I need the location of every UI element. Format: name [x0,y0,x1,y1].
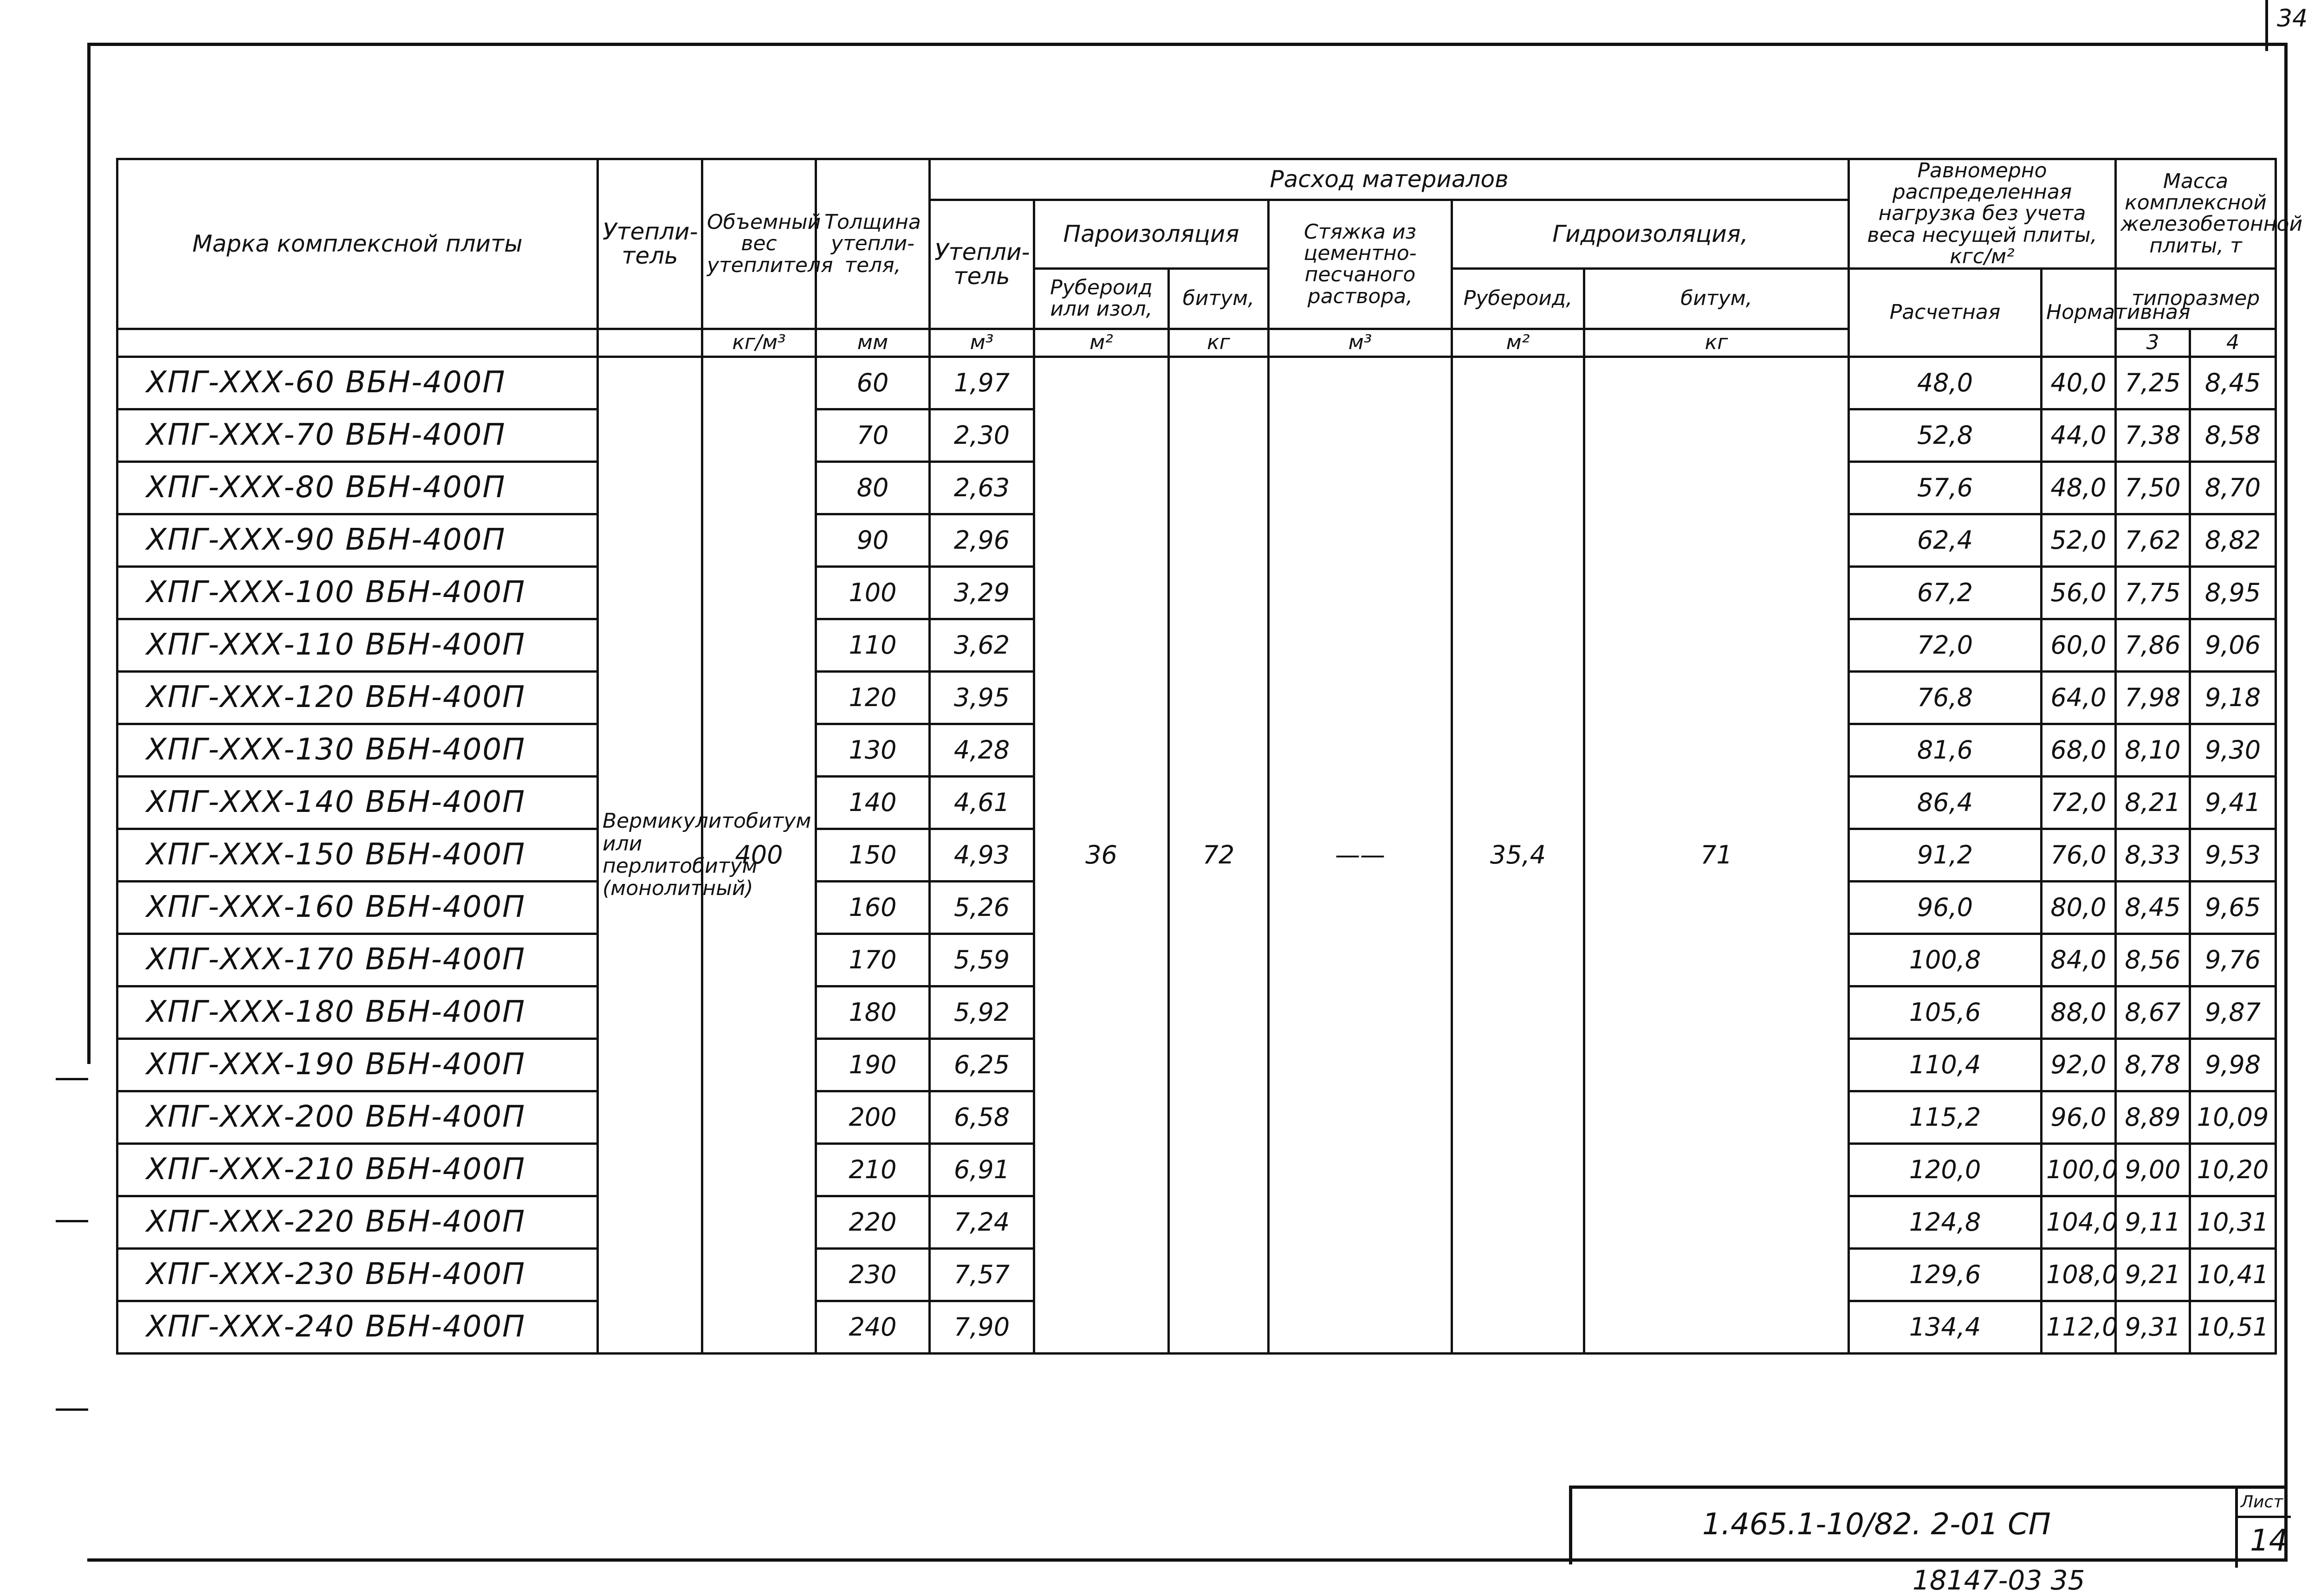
document-code: 1.465.1-10/82. 2-01 СП [1702,1507,2051,1542]
cell-load-calc: 115,2 [1849,1091,2042,1143]
header-mark: Марка комплексной плиты [117,159,598,329]
header-water-roofing: Рубероид, [1452,268,1584,329]
header-vapor-roofing: Рубероид или изол, [1034,268,1169,329]
cell-load-calc: 72,0 [1849,619,2042,671]
cell-screed: —— [1269,357,1452,1353]
margin-mark [56,1220,88,1222]
title-block-divider [2235,1516,2291,1518]
cell-thickness: 230 [816,1248,930,1301]
header-ts4: 4 [2190,329,2276,357]
cell-mark: ХПГ-ХХХ-160 ВБН-400П [117,881,598,934]
cell-vapor-bitumen: 72 [1169,357,1269,1353]
cell-mark: ХПГ-ХХХ-220 ВБН-400П [117,1196,598,1248]
cell-mass-3: 8,56 [2116,934,2190,986]
cell-load-norm: 40,0 [2042,357,2116,409]
cell-mark: ХПГ-ХХХ-170 ВБН-400П [117,934,598,986]
cell-mass-3: 9,21 [2116,1248,2190,1301]
cell-mass-3: 8,89 [2116,1091,2190,1143]
cell-thickness: 200 [816,1091,930,1143]
cell-mass-4: 9,41 [2190,776,2276,829]
cell-mass-3: 7,86 [2116,619,2190,671]
cell-insul-volume: 4,93 [930,829,1034,881]
cell-mark: ХПГ-ХХХ-180 ВБН-400П [117,986,598,1038]
cell-mass-4: 10,31 [2190,1196,2276,1248]
unit-vapor-roofing: м² [1034,329,1169,357]
cell-thickness: 60 [816,357,930,409]
cell-insul-volume: 6,58 [930,1091,1034,1143]
cell-thickness: 100 [816,566,930,619]
cell-load-norm: 44,0 [2042,409,2116,461]
cell-insulation-material: Вермикулитобитум или перлитобитум (монолитный) [598,357,702,1353]
cell-mark: ХПГ-ХХХ-210 ВБН-400П [117,1143,598,1196]
cell-load-calc: 76,8 [1849,671,2042,724]
cell-mark: ХПГ-ХХХ-70 ВБН-400П [117,409,598,461]
cell-vapor-roofing: 36 [1034,357,1169,1353]
cell-load-calc: 96,0 [1849,881,2042,934]
cell-mass-4: 9,65 [2190,881,2276,934]
cell-mark: ХПГ-ХХХ-130 ВБН-400П [117,724,598,776]
cell-mass-3: 8,45 [2116,881,2190,934]
cell-mass-3: 7,38 [2116,409,2190,461]
cell-mark: ХПГ-ХХХ-90 ВБН-400П [117,514,598,566]
cell-load-calc: 124,8 [1849,1196,2042,1248]
cell-load-calc: 129,6 [1849,1248,2042,1301]
cell-thickness: 170 [816,934,930,986]
cell-mass-3: 8,10 [2116,724,2190,776]
header-load-calc: Расчетная [1849,268,2042,357]
cell-load-norm: 72,0 [2042,776,2116,829]
unit-insul-volume: м³ [930,329,1034,357]
cell-mass-4: 10,51 [2190,1301,2276,1353]
cell-mass-3: 9,31 [2116,1301,2190,1353]
cell-thickness: 150 [816,829,930,881]
cell-mass-4: 8,95 [2190,566,2276,619]
cell-mark: ХПГ-ХХХ-110 ВБН-400П [117,619,598,671]
cell-insul-volume: 3,95 [930,671,1034,724]
cell-mass-3: 9,11 [2116,1196,2190,1248]
cell-mark: ХПГ-ХХХ-200 ВБН-400П [117,1091,598,1143]
cell-load-norm: 104,0 [2042,1196,2116,1248]
cell-water-roofing: 35,4 [1452,357,1584,1353]
cell-mass-3: 8,21 [2116,776,2190,829]
cell-mass-4: 9,98 [2190,1038,2276,1091]
frame-left-edge [87,43,91,1064]
cell-load-calc: 110,4 [1849,1038,2042,1091]
header-mass: Масса комплексной железобетонной плиты, т [2116,159,2276,269]
cell-insul-volume: 5,92 [930,986,1034,1038]
cell-load-norm: 108,0 [2042,1248,2116,1301]
cell-load-calc: 81,6 [1849,724,2042,776]
cell-insul-volume: 5,26 [930,881,1034,934]
cell-mark: ХПГ-ХХХ-140 ВБН-400П [117,776,598,829]
cell-load-norm: 68,0 [2042,724,2116,776]
cell-thickness: 120 [816,671,930,724]
cell-thickness: 130 [816,724,930,776]
cell-mass-4: 9,53 [2190,829,2276,881]
cell-insul-volume: 6,25 [930,1038,1034,1091]
header-load-norm: Нормативная [2042,268,2116,357]
cell-thickness: 160 [816,881,930,934]
cell-mark: ХПГ-ХХХ-100 ВБН-400П [117,566,598,619]
cell-mass-4: 8,58 [2190,409,2276,461]
header-insul-volume: Утепли-тель [930,200,1034,329]
unit-water-bitumen: кг [1584,329,1849,357]
cell-insul-volume: 7,24 [930,1196,1034,1248]
cell-insul-volume: 2,30 [930,409,1034,461]
cell-mass-4: 9,76 [2190,934,2276,986]
cell-mass-4: 10,41 [2190,1248,2276,1301]
cell-thickness: 210 [816,1143,930,1196]
cell-load-calc: 48,0 [1849,357,2042,409]
cell-load-norm: 92,0 [2042,1038,2116,1091]
cell-mass-4: 8,82 [2190,514,2276,566]
cell-insul-volume: 7,90 [930,1301,1034,1353]
cell-load-norm: 56,0 [2042,566,2116,619]
cell-thickness: 180 [816,986,930,1038]
spec-table [116,158,2303,1355]
cell-thickness: 140 [816,776,930,829]
header-materials: Расход материалов [930,159,1849,200]
header-waterproof: Гидроизоляция, [1452,200,1849,269]
title-block-divider [2235,1489,2238,1568]
unit-density: кг/м³ [702,329,816,357]
cell-load-norm: 80,0 [2042,881,2116,934]
cell-load-norm: 52,0 [2042,514,2116,566]
cell-load-calc: 134,4 [1849,1301,2042,1353]
cell-mass-3: 8,67 [2116,986,2190,1038]
header-screed: Стяжка из цементно-песчаного раствора, [1269,200,1452,329]
cell-water-bitumen: 71 [1584,357,1849,1353]
cell-thickness: 70 [816,409,930,461]
cell-load-norm: 96,0 [2042,1091,2116,1143]
cell-insul-volume: 6,91 [930,1143,1034,1196]
cell-insul-volume: 7,57 [930,1248,1034,1301]
cell-mass-4: 9,30 [2190,724,2276,776]
page-number: 34 [2277,5,2308,32]
cell-load-norm: 100,0 [2042,1143,2116,1196]
cell-mass-4: 10,09 [2190,1091,2276,1143]
cell-mass-4: 9,87 [2190,986,2276,1038]
cell-mass-4: 9,18 [2190,671,2276,724]
margin-mark [56,1078,88,1080]
cell-insul-volume: 2,96 [930,514,1034,566]
archive-code: 18147-03 35 [1913,1564,2085,1596]
cell-mass-3: 9,00 [2116,1143,2190,1196]
cell-mass-4: 8,45 [2190,357,2276,409]
cell-mark: ХПГ-ХХХ-120 ВБН-400П [117,671,598,724]
header-vapor-bitumen: битум, [1169,268,1269,329]
cell-load-calc: 91,2 [1849,829,2042,881]
sheet-label: Лист [2241,1492,2283,1512]
cell-load-calc: 105,6 [1849,986,2042,1038]
unit-vapor-bitumen: кг [1169,329,1269,357]
cell-load-norm: 60,0 [2042,619,2116,671]
cell-mark: ХПГ-ХХХ-150 ВБН-400П [117,829,598,881]
unit-mark-blank [117,329,598,357]
cell-mass-3: 8,78 [2116,1038,2190,1091]
cell-mark: ХПГ-ХХХ-190 ВБН-400П [117,1038,598,1091]
unit-insul-blank [598,329,702,357]
header-typesize: типоразмер [2116,268,2276,329]
cell-mark: ХПГ-ХХХ-80 ВБН-400П [117,461,598,514]
cell-insul-volume: 3,29 [930,566,1034,619]
cell-insul-volume: 2,63 [930,461,1034,514]
cell-thickness: 240 [816,1301,930,1353]
cell-mass-3: 7,62 [2116,514,2190,566]
cell-thickness: 90 [816,514,930,566]
cell-load-norm: 84,0 [2042,934,2116,986]
unit-thickness: мм [816,329,930,357]
cell-load-norm: 76,0 [2042,829,2116,881]
sheet-number: 14 [2250,1524,2288,1558]
cell-load-calc: 120,0 [1849,1143,2042,1196]
cell-load-norm: 112,0 [2042,1301,2116,1353]
cell-load-calc: 52,8 [1849,409,2042,461]
header-load: Равномерно распределенная нагрузка без учета веса несущей плиты, кгс/м² [1849,159,2116,269]
cell-mass-3: 8,33 [2116,829,2190,881]
cell-load-norm: 64,0 [2042,671,2116,724]
header-ts3: 3 [2116,329,2190,357]
cell-mark: ХПГ-ХХХ-240 ВБН-400П [117,1301,598,1353]
cell-mass-3: 7,25 [2116,357,2190,409]
header-insulation: Утепли-тель [598,159,702,329]
cell-load-calc: 62,4 [1849,514,2042,566]
cell-insul-volume: 1,97 [930,357,1034,409]
table-row [117,357,2276,409]
header-density: Объемный вес утеплителя [702,159,816,329]
cell-load-calc: 100,8 [1849,934,2042,986]
cell-mass-4: 9,06 [2190,619,2276,671]
cell-mass-3: 7,50 [2116,461,2190,514]
cell-mark: ХПГ-ХХХ-230 ВБН-400П [117,1248,598,1301]
cell-insul-volume: 4,28 [930,724,1034,776]
unit-water-roofing: м² [1452,329,1584,357]
title-block [1569,1486,2288,1564]
cell-load-norm: 48,0 [2042,461,2116,514]
header-water-bitumen: битум, [1584,268,1849,329]
unit-screed: м³ [1269,329,1452,357]
cell-density: 400 [702,357,816,1353]
cell-mass-3: 7,75 [2116,566,2190,619]
header-vapor: Пароизоляция [1034,200,1269,269]
cell-load-calc: 86,4 [1849,776,2042,829]
header-thickness: Толщина утепли-теля, [816,159,930,329]
cell-load-calc: 67,2 [1849,566,2042,619]
cell-mark: ХПГ-ХХХ-60 ВБН-400П [117,357,598,409]
margin-mark [56,1408,88,1411]
cell-thickness: 220 [816,1196,930,1248]
cell-thickness: 190 [816,1038,930,1091]
cell-mass-3: 7,98 [2116,671,2190,724]
cell-insul-volume: 5,59 [930,934,1034,986]
cell-load-calc: 57,6 [1849,461,2042,514]
cell-thickness: 110 [816,619,930,671]
cell-load-norm: 88,0 [2042,986,2116,1038]
cell-mass-4: 10,20 [2190,1143,2276,1196]
cell-thickness: 80 [816,461,930,514]
cell-mass-4: 8,70 [2190,461,2276,514]
cell-insul-volume: 3,62 [930,619,1034,671]
cell-insul-volume: 4,61 [930,776,1034,829]
